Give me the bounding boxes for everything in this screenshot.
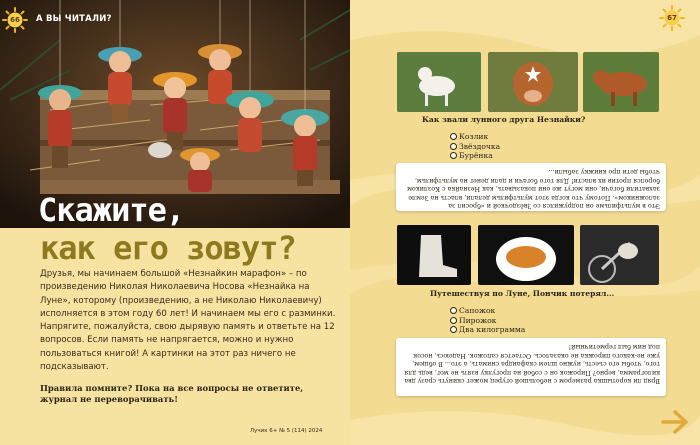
- option-two-kilograms[interactable]: Два килограмма: [450, 325, 525, 335]
- intro-paragraph: Друзья, мы начинаем большой «Незнайкин марафон» – по произведению Николая Николаевича Носова «Незнайка на Луне», которому (произведению, а не Николаю Николаевичу) исполняется в этом году 60 лет! И начинаем мы его с разминки. Напрягите, пожалуйста, свою дырявую память и ответьте на 12 вопросов. Если память не напрягается, можно и нужно пользоваться книгой! А картинки на этот раз ничего не подсказывают.: [40, 269, 336, 373]
- radio-icon[interactable]: [450, 143, 457, 150]
- rules-note: Правила помните? Пока на все вопросы не ответите, журнал не переворачивать!: [40, 383, 304, 404]
- felt-boot-photo: [397, 225, 471, 285]
- section-label: А ВЫ ЧИТАЛИ?: [36, 14, 112, 24]
- upside-down-answer-1: Это в мультфильме он подружился со Звёздочкой и «бросил за заложником». Потому что когда этот мультфильм делали, власть на Земле захватили богачи, они могут же они показывать, как Незнайка с Козликом боролся против их власти! Для того богачи и дали денег на мультфильм, чтобы дети про книжку забыли...: [407, 168, 660, 210]
- answer-note-1: [396, 163, 666, 211]
- sun-page-badge-icon: [2, 7, 28, 33]
- headline-line-2: как его зовут?: [40, 229, 296, 267]
- option-goat[interactable]: Козлик: [450, 132, 500, 142]
- upside-down-answer-2: Вряд ли коротышка размером с небольшой огурец может скинуть сразу два килограмма, верно? Пирожок он с собой на прогулку взять не мог, ведь для того, чтобы его съесть, нужно шлем скафандра снимать, а это... В общем, уже не-какого пирожка не оказалось. Остается сапожок. Надеюсь, носок под ним был герметичный!: [404, 343, 660, 385]
- goat-kid-photo: [397, 52, 481, 112]
- radio-icon[interactable]: [450, 133, 457, 140]
- pirozhok-photo: [478, 225, 574, 285]
- magazine-footer: Лучик 6+ № 5 (114) 2024: [250, 428, 323, 434]
- question-1-title: Как звали лунного друга Незнайки?: [422, 115, 586, 124]
- radio-icon[interactable]: [450, 307, 457, 314]
- exercise-bike-photo: [580, 225, 659, 285]
- sun-page-badge-icon: [659, 5, 685, 31]
- option-cow[interactable]: Бурёнка: [450, 151, 500, 161]
- page-number-right: 67: [667, 14, 677, 22]
- calf-with-star-photo: [488, 52, 578, 112]
- radio-icon[interactable]: [450, 326, 457, 333]
- answer-note-2: [396, 338, 666, 396]
- headline-line-1: Скажите,: [38, 191, 185, 229]
- question-2-title: Путешествуя по Луне, Пончик потерял...: [430, 289, 615, 298]
- radio-icon[interactable]: [450, 152, 457, 159]
- question-2-options: [450, 306, 525, 335]
- option-star[interactable]: Звёздочка: [450, 142, 500, 152]
- next-page-arrow-icon[interactable]: [661, 409, 691, 435]
- option-boot[interactable]: Сапожок: [450, 306, 525, 316]
- radio-icon[interactable]: [450, 317, 457, 324]
- question-1-options: [450, 132, 500, 161]
- right-page: [350, 0, 700, 445]
- brown-cow-photo: [583, 52, 659, 112]
- option-pie[interactable]: Пирожок: [450, 316, 525, 326]
- page-number-left: 66: [10, 16, 20, 24]
